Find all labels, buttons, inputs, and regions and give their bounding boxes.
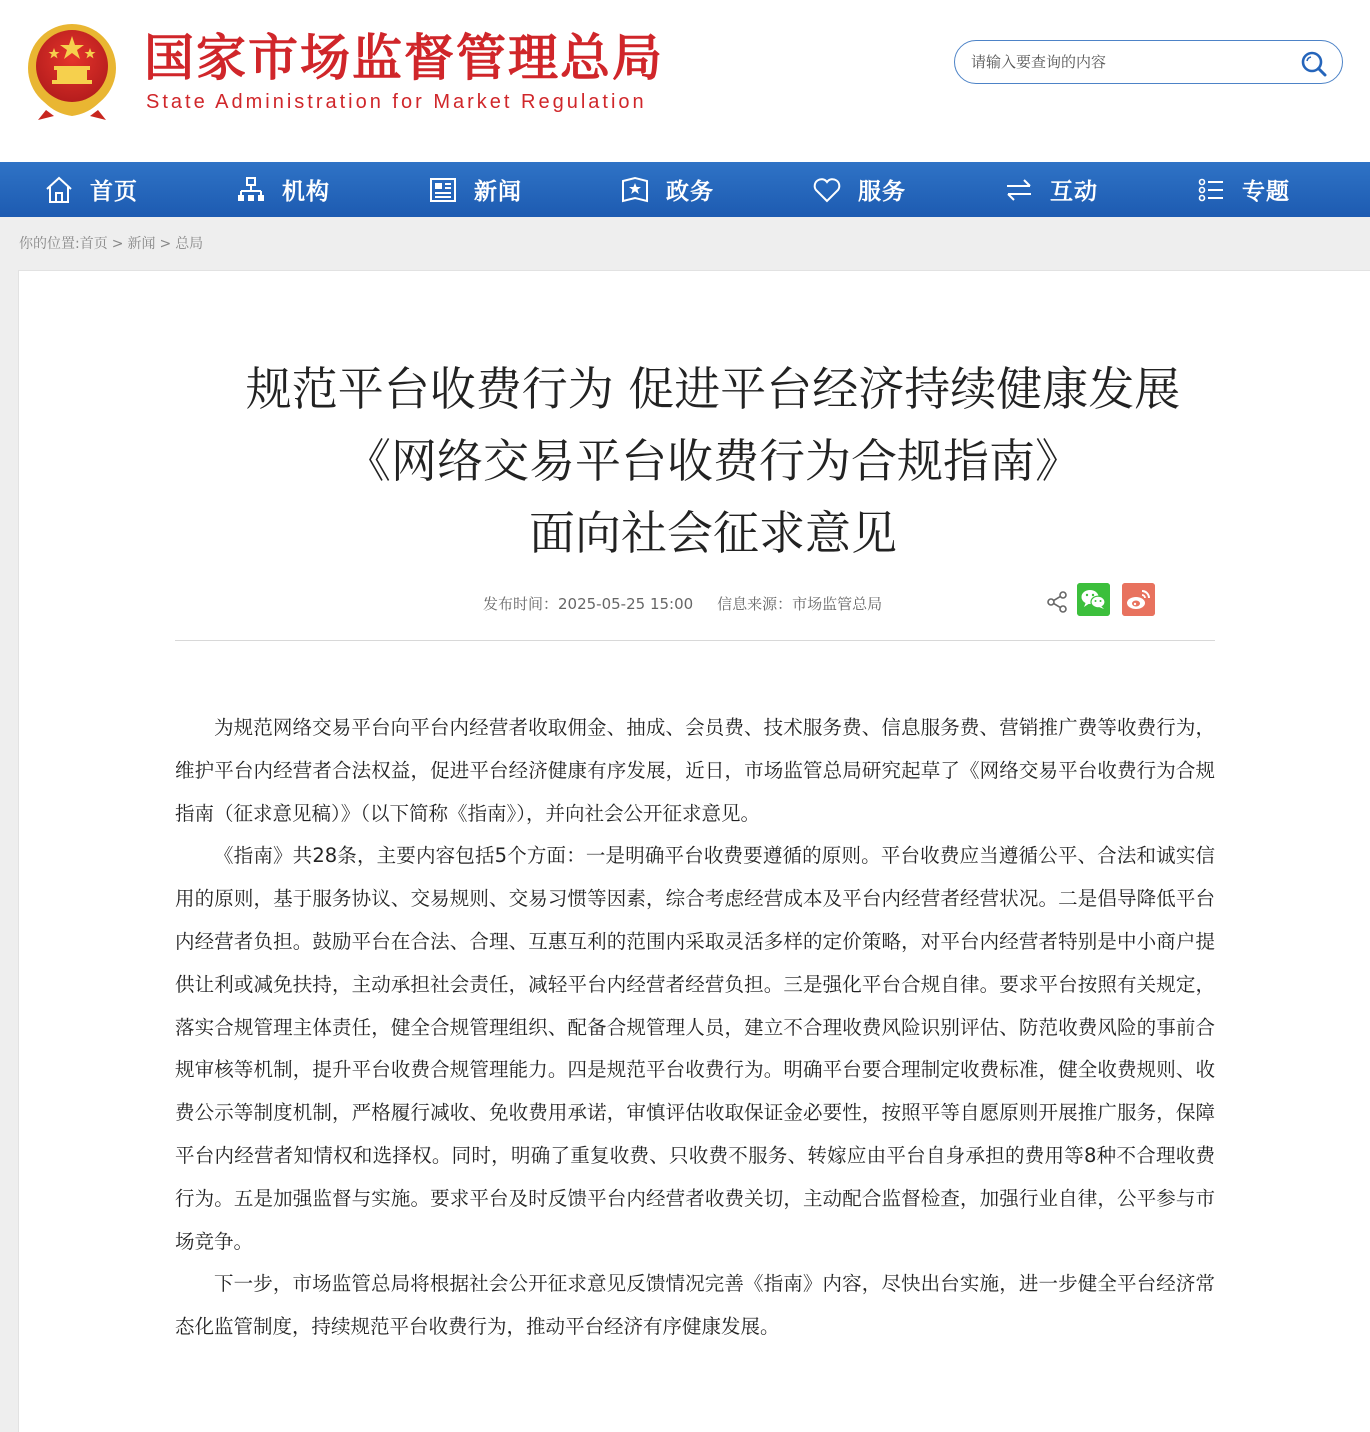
newspaper-icon <box>428 175 458 205</box>
home-icon <box>44 175 74 205</box>
title-divider <box>175 640 1215 641</box>
nav-label: 专题 <box>1242 179 1290 205</box>
article-source: 信息来源：市场监管总局 <box>717 595 883 613</box>
nav-label: 服务 <box>858 179 906 205</box>
nav-item-services[interactable] <box>812 162 906 217</box>
breadcrumb-home[interactable]: 首页 <box>79 236 108 252</box>
government-affairs-icon <box>620 175 650 205</box>
nav-item-news[interactable] <box>428 162 522 217</box>
site-subtitle: State Administration for Market Regulation <box>146 91 647 113</box>
article-title-line: 规范平台收费行为 促进平台经济持续健康发展 <box>245 362 1181 416</box>
breadcrumb <box>19 233 203 253</box>
article-container <box>18 270 1370 1432</box>
article-paragraph: 《指南》共28条，主要内容包括5个方面：一是明确平台收费要遵循的原则。平台收费应当遵循公平、合法和诚实信用的原则，基于服务协议、交易规则、交易习惯等因素，综合考虑经营成本及平台内经营者经营状况。二是倡导降低平台内经营者负担。鼓励平台在合法、合理、互惠互利的范围内采取灵活多样的定价策略，对平台内经营者特别是中小商户提供让利或减免扶持，主动承担社会责任，减轻平台内经营者经营负担。三是强化平台合规自律。要求平台按照有关规定，落实合规管理主体责任，健全合规管理组织、配备合规管理人员，建立不合理收费风险识别评估、防范收费风险的事前合规审核等机制，提升平台收费合规管理能力。四是规范平台收费行为。明确平台要合理制定收费标准，健全收费规则、收费公示等制度机制，严格履行减收、免收费用承诺，审慎评估收取保证金必要性，按照平等自愿原则开展推广服务，保障平台内经营者知情权和选择权。同时，明确了重复收费、只收费不服务、转嫁应由平台自身承担的费用等8种不合理收费行为。五是加强监督与实施。要求平台及时反馈平台内经营者收费关切，主动配合监督检查，加强行业自律，公平参与市场竞争。 <box>175 844 1215 1253</box>
breadcrumb-separator: > <box>111 236 124 252</box>
article-paragraph: 下一步，市场监管总局将根据社会公开征求意见反馈情况完善《指南》内容，尽快出台实施，进一步健全平台经济常态化监管制度，持续规范平台收费行为，推动平台经济有序健康发展。 <box>175 1272 1215 1339</box>
nav-label: 新闻 <box>474 179 522 205</box>
publish-time: 发布时间：2025-05-25 15:00 <box>483 595 694 613</box>
site-title[interactable]: 国家市场监督管理总局 <box>144 29 664 87</box>
heart-icon <box>812 175 842 205</box>
search-icon[interactable] <box>1300 49 1328 77</box>
article-body <box>175 707 1215 1349</box>
exchange-arrows-icon <box>1004 175 1034 205</box>
breadcrumb-headquarters[interactable]: 总局 <box>175 236 204 252</box>
search-input[interactable] <box>969 49 1289 75</box>
nav-label: 政务 <box>666 179 714 205</box>
article-meta <box>483 593 882 614</box>
share-icon[interactable] <box>1046 591 1068 613</box>
breadcrumb-prefix: 你的位置: <box>19 236 80 252</box>
weibo-icon[interactable] <box>1122 583 1155 616</box>
breadcrumb-news[interactable]: 新闻 <box>127 236 156 252</box>
topic-list-icon <box>1196 175 1226 205</box>
article-title-line: 《网络交易平台收费行为合规指南》 <box>345 434 1081 488</box>
nav-label: 互动 <box>1050 179 1098 205</box>
nav-label: 首页 <box>90 179 138 205</box>
nav-item-government-affairs[interactable] <box>620 162 714 217</box>
nav-item-topics[interactable] <box>1196 162 1290 217</box>
nav-item-interaction[interactable] <box>1004 162 1098 217</box>
article-title <box>19 353 1370 569</box>
org-chart-icon <box>236 175 266 205</box>
wechat-icon[interactable] <box>1077 583 1110 616</box>
article-paragraph: 为规范网络交易平台向平台内经营者收取佣金、抽成、会员费、技术服务费、信息服务费、营销推广费等收费行为，维护平台内经营者合法权益，促进平台经济健康有序发展，近日，市场监管总局研究起草了《网络交易平台收费行为合规指南（征求意见稿）》（以下简称《指南》），并向社会公开征求意见。 <box>175 716 1215 825</box>
article-title-line: 面向社会征求意见 <box>529 506 897 560</box>
nav-label: 机构 <box>282 179 330 205</box>
main-nav <box>0 162 1370 217</box>
search-box <box>954 40 1343 84</box>
site-header <box>0 0 1370 162</box>
nav-item-home[interactable] <box>44 162 138 217</box>
national-emblem-icon[interactable] <box>24 22 120 122</box>
breadcrumb-separator: > <box>159 236 172 252</box>
nav-item-organization[interactable] <box>236 162 330 217</box>
